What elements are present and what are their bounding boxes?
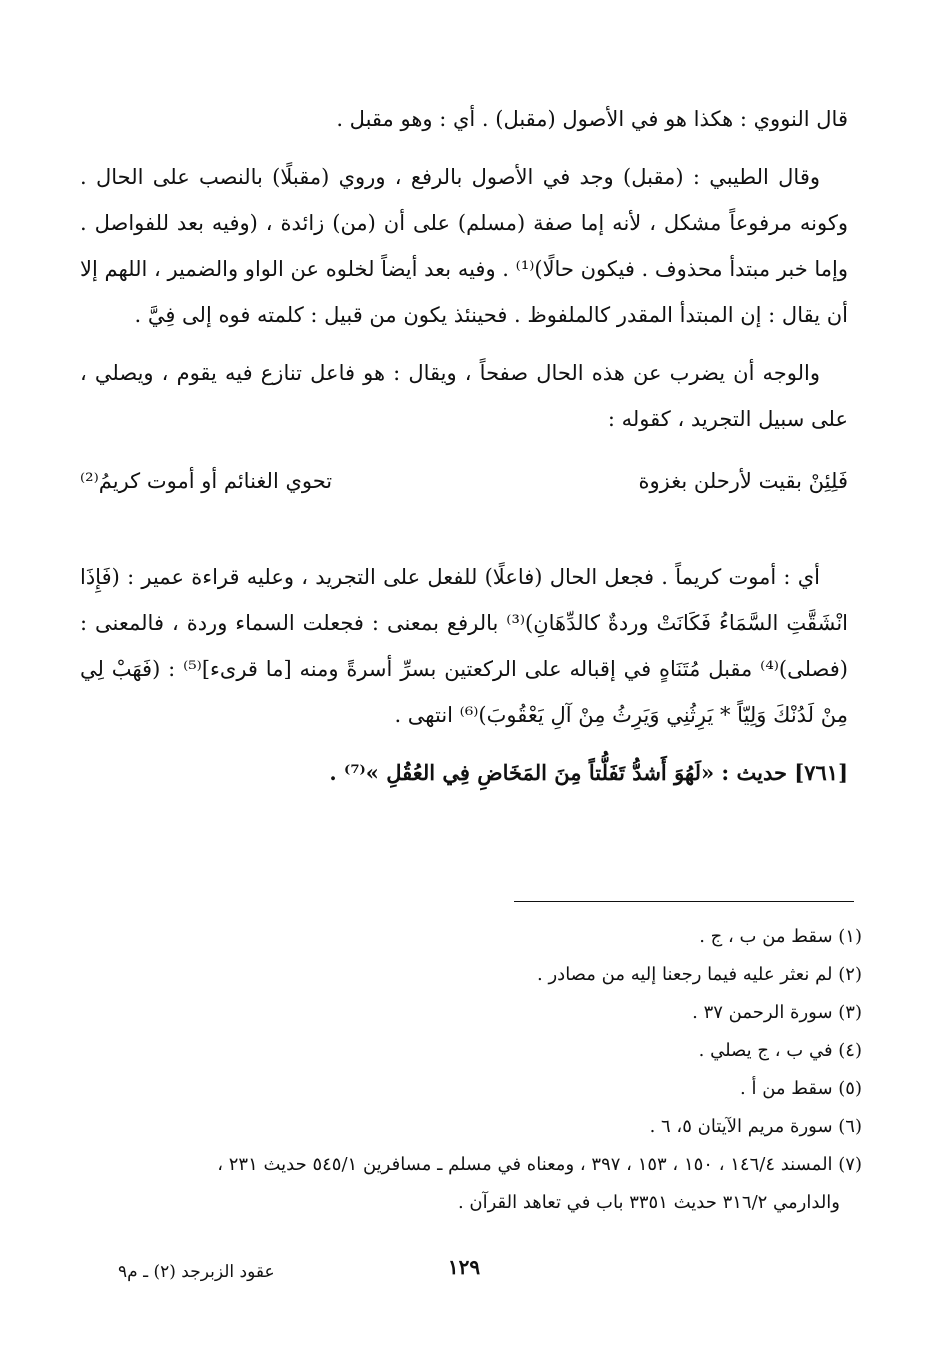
verse-first-hemistich: فَلِئِنْ بقيت لأرحلن بغزوة: [638, 469, 848, 493]
paragraph-tajrid: أي : أموت كريماً . فجعل الحال (فاعلًا) للفعل على التجريد ، وعليه قراءة عمير : (فَإِذَا انْشَقَّتِ السَّمَاءُ فَكَانَتْ وردةٌ كالدِّهَانِ)⁽³⁾ بالرفع بمعنى : فجعلت السماء وردة ، فالمعنى : (فصلى)⁽⁴⁾ مقبل مُتَنَاهٍ في إقباله على الركعتين بسرِّ أسرةً ومنه [ما قرىء]⁽⁵⁾ : (فَهَبْ لِي مِنْ لَدُنْكَ وَلِيّاً * يَرِثُنِي وَيَرِثُ مِنْ آلِ يَعْقُوبَ)⁽⁶⁾ انتهى .: [80, 565, 849, 727]
main-text: [80, 96, 848, 808]
footnote-7: (٧) المسند ١٤٦/٤ ، ١٥٠ ، ١٥٣ ، ٣٩٧ ، ومعناه في مسلم ـ مسافرين ٥٤٥/١ حديث ٢٣١ ،: [217, 1154, 862, 1175]
verse-second-hemistich: تحوي الغنائم أو أموت كريمُ⁽²⁾: [80, 469, 333, 493]
hadith-entry: [80, 750, 848, 796]
footnote-2: (٢) لم نعثر عليه فيما رجعنا إليه من مصادر .: [537, 964, 862, 985]
footnote-4: (٤) في ب ، ج يصلي .: [698, 1040, 862, 1061]
poetry-verse: [80, 458, 848, 504]
footnote-6: (٦) سورة مريم الآيتان ٥، ٦ .: [649, 1116, 862, 1137]
signature-mark: عقود الزبرجد (٢) ـ م٩: [118, 1262, 275, 1282]
paragraph-tibi: وقال الطيبي : (مقبل) وجد في الأصول بالرفع ، وروي (مقبلًا) بالنصب على الحال . وكونه مرفوعاً مشكل ، لأنه إما صفة (مسلم) على أن (من) زائدة ، (وفيه بعد للفواصل . وإما خبر مبتدأ محذوف . فيكون حالًا)⁽¹⁾ . وفيه بعد أيضاً لخلوه عن الواو والضمير ، اللهم إلا أن يقال : إن المبتدأ المقدر كالملفوظ . فحينئذ يكون من قبيل : كلمته فوه إلى فِيَّ .: [80, 165, 848, 327]
hadith-text: حديث : «لَهُوَ أَشدُّ تَفَلُّتاً مِنَ المَخَاضِ فِي العُقُلِ »⁽⁷⁾ .: [329, 760, 787, 785]
page-number: ١٢٩: [447, 1255, 481, 1279]
hadith-number: [٧٦١]: [794, 760, 848, 785]
footnote-1: (١) سقط من ب ، ج .: [699, 926, 862, 947]
paragraph-nawawi: قال النووي : هكذا هو في الأصول (مقبل) . أي : وهو مقبل .: [336, 107, 848, 131]
footnote-5: (٥) سقط من أ .: [740, 1078, 862, 1099]
footnote-divider: [514, 901, 854, 902]
footnote-3: (٣) سورة الرحمن ٣٧ .: [692, 1002, 862, 1023]
footnotes-list: [66, 918, 862, 1222]
paragraph-wajh: والوجه أن يضرب عن هذه الحال صفحاً ، ويقال : هو فاعل تنازع فيه يقوم ، ويصلي ، على سبيل التجريد ، كقوله :: [80, 361, 848, 431]
footnote-7-continuation: والدارمي ٣١٦/٢ حديث ٣٣٥١ باب في تعاهد القرآن .: [457, 1192, 840, 1213]
